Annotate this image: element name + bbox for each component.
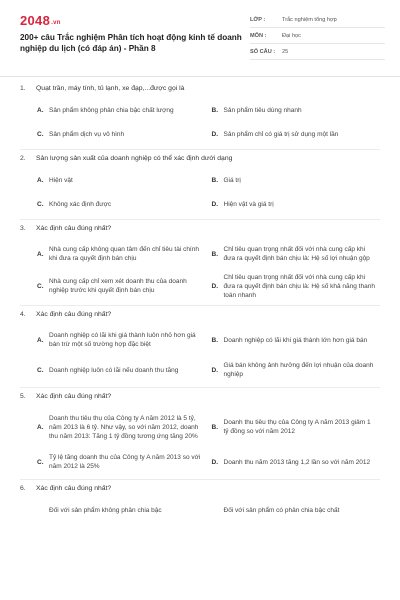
document-meta	[250, 12, 385, 60]
question-text	[20, 80, 380, 98]
option-text: Chỉ tiêu quan trọng nhất đối với nhà cung cấp khi đưa ra quyết định bán chịu là: Hệ số lợi nhuận gộp	[223, 246, 370, 262]
question-text	[20, 306, 380, 324]
option-label: A.	[37, 106, 44, 114]
option-text: Tỷ lệ tăng doanh thu của Công ty A năm 2013 so với năm 2012 là 25%	[49, 454, 201, 470]
meta-key: MÔN :	[250, 32, 267, 39]
option-label: A.	[37, 176, 44, 184]
option-d[interactable]	[212, 192, 381, 216]
answer-options	[37, 98, 380, 146]
question-1	[0, 80, 400, 150]
option-label: D.	[211, 366, 218, 374]
option-text: Sản phẩm tiêu dùng nhanh	[223, 106, 302, 114]
option-b[interactable]	[212, 238, 381, 270]
answer-options	[37, 238, 380, 302]
option-text: Doanh nghiệp có lãi khi giá thành luôn nhỏ hơn giá bán trừ một số trường hợp đặc biệt	[49, 332, 196, 348]
option-text: Nhà cung cấp chỉ xem xét doanh thu của doanh nghiệp trước khi quyết định bán chịu	[49, 278, 187, 294]
option-label: D.	[211, 130, 218, 138]
option-text: Sản phẩm không phân chia bậc chất lượng	[49, 106, 174, 114]
option-c[interactable]	[37, 448, 206, 476]
option-label: A.	[37, 250, 44, 258]
option-d[interactable]	[212, 448, 381, 476]
option-text: Doanh nghiệp luôn có lãi nếu doanh thu tăng	[49, 366, 179, 374]
meta-value: 25	[282, 48, 289, 55]
option-c[interactable]	[37, 122, 206, 146]
question-5	[0, 388, 400, 480]
option-label: C.	[37, 130, 44, 138]
option-text: Hiện vật	[49, 176, 73, 184]
answer-options	[37, 498, 380, 522]
meta-key: SỐ CÂU :	[250, 48, 276, 55]
question-number: 3.	[20, 225, 26, 232]
option-b[interactable]	[212, 498, 381, 522]
site-logo[interactable]	[20, 13, 61, 28]
option-text: Sản phẩm dịch vụ vô hình	[49, 130, 125, 138]
question-6	[0, 480, 400, 522]
question-list	[0, 80, 400, 522]
option-text: Chỉ tiêu quan trọng nhất đối với nhà cung cấp khi đưa ra quyết định bán chịu là: Hệ số khả năng thanh toán nhanh	[223, 273, 375, 299]
option-text: Nhà cung cấp không quan tâm đến chỉ tiêu tài chính khi đưa ra quyết định bán chịu	[49, 246, 199, 262]
option-text: Doanh nghiệp có lãi khi giá thành lớn hơn giá bán	[223, 336, 368, 344]
header-divider	[0, 76, 400, 77]
option-b[interactable]	[212, 324, 381, 356]
question-text	[20, 150, 380, 168]
option-a[interactable]	[37, 238, 206, 270]
option-label: A.	[37, 423, 44, 431]
option-b[interactable]	[212, 406, 381, 448]
meta-row-count	[250, 44, 385, 60]
meta-row-subject	[250, 28, 385, 44]
question-number: 6.	[20, 485, 26, 492]
option-b[interactable]	[212, 98, 381, 122]
meta-value: Đại học	[282, 32, 301, 39]
option-d[interactable]	[212, 270, 381, 302]
option-label: B.	[211, 176, 218, 184]
option-c[interactable]	[37, 270, 206, 302]
question-stem: Xác định câu đúng nhất?	[36, 225, 112, 232]
option-a[interactable]	[37, 168, 206, 192]
option-label: B.	[211, 336, 218, 344]
option-text: Hiện vật và giá trị	[223, 200, 274, 208]
option-d[interactable]	[212, 122, 381, 146]
option-label: C.	[37, 366, 44, 374]
option-text: Doanh thu năm 2013 tăng 1,2 lần so với năm 2012	[223, 458, 371, 466]
option-label: D.	[211, 282, 218, 290]
answer-options	[37, 324, 380, 384]
logo-text: 2048	[20, 13, 51, 28]
option-label: A.	[37, 336, 44, 344]
option-label: C.	[37, 282, 44, 290]
meta-key: LỚP :	[250, 16, 266, 23]
question-text	[20, 480, 380, 498]
question-2	[0, 150, 400, 220]
option-text: Đối với sản phẩm có phân chia bậc chất	[223, 506, 340, 514]
option-b[interactable]	[212, 168, 381, 192]
meta-row-class	[250, 12, 385, 28]
question-4	[0, 306, 400, 388]
option-text: Đối với sản phẩm không phân chia bậc	[49, 506, 162, 514]
option-label: C.	[37, 458, 44, 466]
option-a[interactable]	[37, 324, 206, 356]
question-stem: Sản lượng sản xuất của doanh nghiệp có thể xác định dưới dạng	[36, 155, 233, 162]
option-label: C.	[37, 200, 44, 208]
question-3	[0, 220, 400, 306]
question-stem: Xác định câu đúng nhất?	[36, 485, 112, 492]
question-stem: Xác định câu đúng nhất?	[36, 393, 112, 400]
option-d[interactable]	[212, 356, 381, 384]
answer-options	[37, 406, 380, 476]
answer-options	[37, 168, 380, 216]
option-text: Doanh thu tiêu thụ của Công ty A năm 2012 là 5 tỷ, năm 2013 là 6 tỷ. Như vậy, so với năm 2012, doanh thu năm 2013: Tăng 1 tỷ đồng tương ứng tăng 20%	[49, 414, 199, 440]
document-title: 200+ câu Trắc nghiệm Phân tích hoạt động kinh tế doanh nghiệp du lịch (có đáp án) - Phần 8	[20, 33, 242, 53]
option-label: B.	[211, 423, 218, 431]
question-number: 4.	[20, 311, 26, 318]
question-number: 2.	[20, 155, 26, 162]
option-a[interactable]	[37, 498, 206, 522]
question-number: 5.	[20, 393, 26, 400]
question-number: 1.	[20, 85, 26, 92]
option-label: B.	[211, 250, 218, 258]
option-label: B.	[211, 106, 218, 114]
document-header	[0, 0, 400, 70]
question-text	[20, 220, 380, 238]
option-a[interactable]	[37, 98, 206, 122]
logo-suffix: .vn	[51, 20, 61, 26]
option-c[interactable]	[37, 192, 206, 216]
option-c[interactable]	[37, 356, 206, 384]
option-label: D.	[211, 200, 218, 208]
option-text: Không xác định được	[49, 200, 112, 208]
option-label: D.	[211, 458, 218, 466]
question-stem: Xác định câu đúng nhất?	[36, 311, 112, 318]
question-stem: Quạt trần, máy tính, tủ lạnh, xe đạp,...được gọi là	[36, 85, 185, 92]
option-text: Giá trị	[223, 176, 241, 184]
option-text: Sản phẩm chỉ có giá trị sử dụng một lần	[223, 130, 339, 138]
option-text: Giá bán không ảnh hưởng đến lợi nhuận của doanh nghiệp	[223, 362, 374, 378]
option-text: Doanh thu tiêu thụ của Công ty A năm 2013 giảm 1 tỷ đồng so với năm 2012	[223, 419, 371, 435]
meta-value: Trắc nghiệm tổng hợp	[282, 16, 337, 23]
question-text	[20, 388, 380, 406]
option-a[interactable]	[37, 406, 206, 448]
